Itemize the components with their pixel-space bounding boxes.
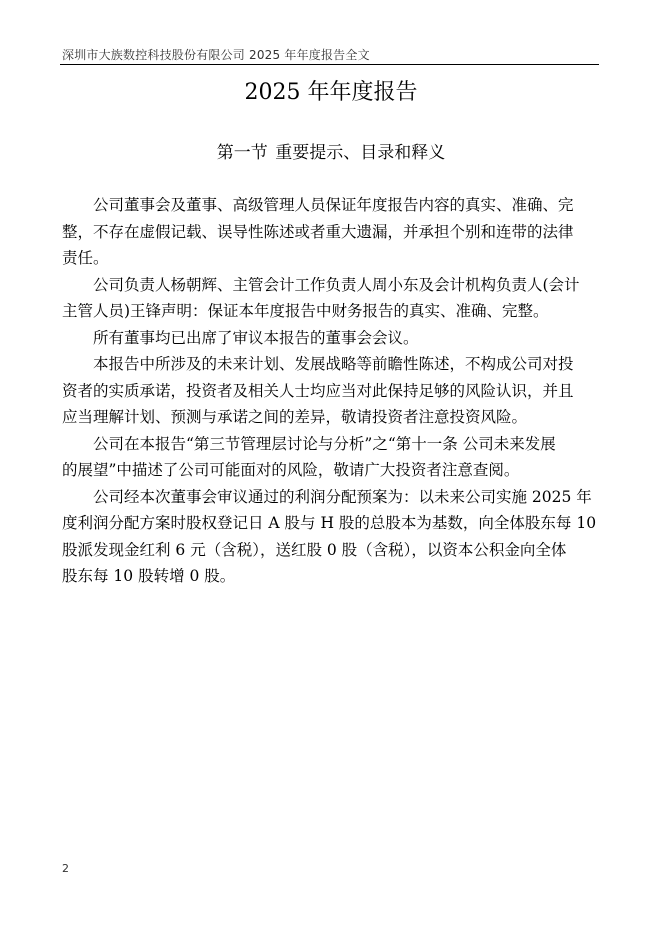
paragraph-line: 公司负责人杨朝辉、主管会计工作负责人周小东及会计机构负责人(会计	[93, 275, 580, 294]
page-number: 2	[62, 862, 69, 875]
paragraph-line: 资者的实质承诺，投资者及相关人士均应当对此保持足够的风险认识，并且	[62, 381, 574, 400]
paragraph-line: 所有董事均已出席了审议本报告的董事会会议。	[93, 328, 419, 347]
paragraph-line: 公司董事会及董事、高级管理人员保证年度报告内容的真实、准确、完	[93, 196, 574, 214]
paragraph-line: 应当理解计划、预测与承诺之间的差异，敬请投资者注意投资风险。	[62, 408, 528, 426]
paragraph-line: 的展望”中描述了公司可能面对的风险，敬请广大投资者注意查阅。	[62, 461, 520, 479]
paragraph-profit-distribution	[62, 484, 597, 590]
paragraph-risk-reference	[62, 431, 597, 484]
paragraph-line: 主管人员)王锋声明：保证本年度报告中财务报告的真实、准确、完整。	[62, 302, 549, 320]
section-title: 第一节 重要提示、目录和释义	[216, 143, 446, 163]
paragraph-forward-looking	[62, 351, 597, 431]
body-text	[62, 192, 597, 590]
header-rule	[60, 64, 599, 65]
paragraph-line: 度利润分配方案时股权登记日 A 股与 H 股的总股本为基数，向全体股东每 10	[62, 514, 597, 532]
paragraph-line: 本报告中所涉及的未来计划、发展战略等前瞻性陈述，不构成公司对投	[93, 355, 574, 373]
paragraph-line: 责任。	[62, 249, 109, 267]
paragraph-attendance	[62, 325, 597, 352]
report-title: 2025 年年度报告	[244, 80, 418, 105]
running-header: 深圳市大族数控科技股份有限公司 2025 年年度报告全文	[62, 48, 370, 62]
paragraph-line: 整，不存在虚假记载、误导性陈述或者重大遗漏，并承担个别和连带的法律	[62, 222, 574, 241]
paragraph-line: 股派发现金红利 6 元（含税），送红股 0 股（含税），以资本公积金向全体	[62, 540, 567, 559]
paragraph-financial-statement	[62, 272, 597, 325]
paragraph-board-guarantee	[62, 192, 597, 272]
paragraph-line: 公司经本次董事会审议通过的利润分配预案为：以未来公司实施 2025 年	[93, 487, 592, 506]
paragraph-line: 股东每 10 股转增 0 股。	[62, 567, 236, 585]
paragraph-line: 公司在本报告“第三节管理层讨论与分析”之“第十一条 公司未来发展	[93, 434, 556, 453]
